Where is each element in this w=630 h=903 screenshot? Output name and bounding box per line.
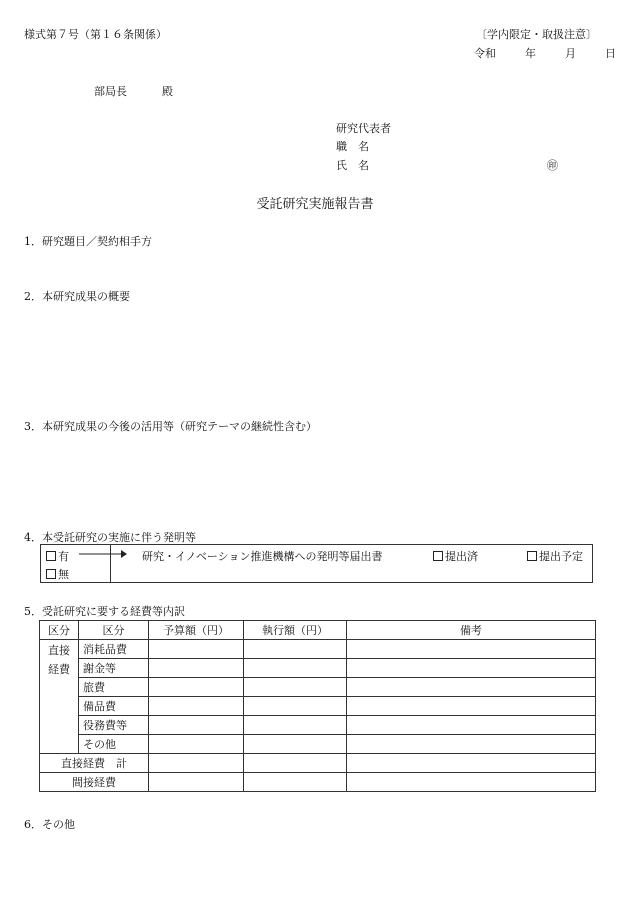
- header-remarks: 備考: [347, 621, 596, 640]
- remarks-cell[interactable]: [347, 735, 596, 754]
- remarks-cell[interactable]: [347, 716, 596, 735]
- header-category-1: 区分: [40, 621, 79, 640]
- budget-cell[interactable]: [149, 754, 244, 773]
- item-label: 役務費等: [79, 716, 149, 735]
- date-year: 年: [525, 47, 536, 60]
- table-row: [40, 697, 596, 716]
- header-category-2: 区分: [79, 621, 149, 640]
- submitted-checkbox[interactable]: [433, 551, 443, 561]
- section-2-heading: 2．本研究成果の概要: [24, 290, 130, 303]
- restricted-notice: 〔学内限定・取扱注意〕: [476, 28, 597, 41]
- budget-cell[interactable]: [149, 697, 244, 716]
- submitted-option[interactable]: [433, 548, 478, 564]
- budget-cell[interactable]: [149, 716, 244, 735]
- budget-cell[interactable]: [149, 640, 244, 659]
- table-row: [40, 716, 596, 735]
- date-line: [474, 45, 616, 61]
- executed-cell[interactable]: [244, 716, 347, 735]
- name-label: 氏 名: [336, 159, 369, 172]
- representative-label: 研究代表者: [336, 122, 391, 135]
- header-executed: 執行額（円）: [244, 621, 347, 640]
- remarks-cell[interactable]: [347, 697, 596, 716]
- expenses-table: [39, 620, 596, 792]
- planned-label: 提出予定: [539, 550, 583, 563]
- section-5-heading: 5．受託研究に要する経費等内訳: [24, 605, 185, 618]
- executed-cell[interactable]: [244, 640, 347, 659]
- executed-cell[interactable]: [244, 697, 347, 716]
- remarks-cell[interactable]: [347, 678, 596, 697]
- table-row: [40, 735, 596, 754]
- item-label: 謝金等: [79, 659, 149, 678]
- invention-yes-option[interactable]: [46, 548, 69, 564]
- no-checkbox[interactable]: [46, 569, 56, 579]
- arrow-right-icon: [79, 549, 127, 559]
- remarks-cell[interactable]: [347, 659, 596, 678]
- item-label: 消耗品費: [79, 640, 149, 659]
- executed-cell[interactable]: [244, 678, 347, 697]
- budget-cell[interactable]: [149, 659, 244, 678]
- remarks-cell[interactable]: [347, 640, 596, 659]
- date-era: 令和: [474, 47, 496, 60]
- remarks-cell[interactable]: [347, 754, 596, 773]
- yes-checkbox[interactable]: [46, 551, 56, 561]
- table-row: [40, 640, 596, 659]
- direct-label-1: 直接: [48, 644, 70, 657]
- section-6-heading: 6．その他: [24, 818, 75, 831]
- budget-cell[interactable]: [149, 678, 244, 697]
- invention-form-name: 研究・イノベーション推進機構への発明等届出書: [142, 550, 383, 563]
- table-header-row: [40, 621, 596, 640]
- planned-checkbox[interactable]: [527, 551, 537, 561]
- invention-no-option[interactable]: [46, 566, 69, 582]
- document-title: 受託研究実施報告書: [256, 197, 374, 212]
- section-4-heading: 4．本受託研究の実施に伴う発明等: [24, 531, 196, 544]
- indirect-row: [40, 773, 596, 792]
- direct-total-label: 直接経費 計: [40, 754, 149, 773]
- invention-box: [40, 544, 593, 583]
- addressee-honorific: 殿: [162, 85, 173, 98]
- executed-cell[interactable]: [244, 754, 347, 773]
- remarks-cell[interactable]: [347, 773, 596, 792]
- direct-total-row: [40, 754, 596, 773]
- yes-label: 有: [58, 550, 69, 563]
- date-day: 日: [605, 47, 616, 60]
- section-3-heading: 3．本研究成果の今後の活用等（研究テーマの継続性含む）: [24, 420, 317, 433]
- budget-cell[interactable]: [149, 735, 244, 754]
- submitted-label: 提出済: [445, 550, 478, 563]
- no-label: 無: [58, 568, 69, 581]
- seal-mark: ㊞: [547, 159, 558, 172]
- addressee-title: 部局長: [94, 85, 127, 98]
- addressee: [94, 83, 173, 99]
- table-row: [40, 678, 596, 697]
- planned-option[interactable]: [527, 548, 583, 564]
- indirect-label: 間接経費: [40, 773, 149, 792]
- section-1-heading: 1．研究題目／契約相手方: [24, 235, 152, 248]
- table-row: [40, 659, 596, 678]
- header-budget: 予算額（円）: [149, 621, 244, 640]
- date-month: 月: [565, 47, 576, 60]
- executed-cell[interactable]: [244, 659, 347, 678]
- form-number: 様式第７号（第１６条関係）: [24, 28, 167, 41]
- item-label: 旅費: [79, 678, 149, 697]
- executed-cell[interactable]: [244, 735, 347, 754]
- budget-cell[interactable]: [149, 773, 244, 792]
- position-label: 職 名: [336, 140, 369, 153]
- item-label: 備品費: [79, 697, 149, 716]
- direct-label-2: 経費: [48, 663, 70, 676]
- executed-cell[interactable]: [244, 773, 347, 792]
- direct-expense-label: [40, 640, 79, 754]
- item-label: その他: [79, 735, 149, 754]
